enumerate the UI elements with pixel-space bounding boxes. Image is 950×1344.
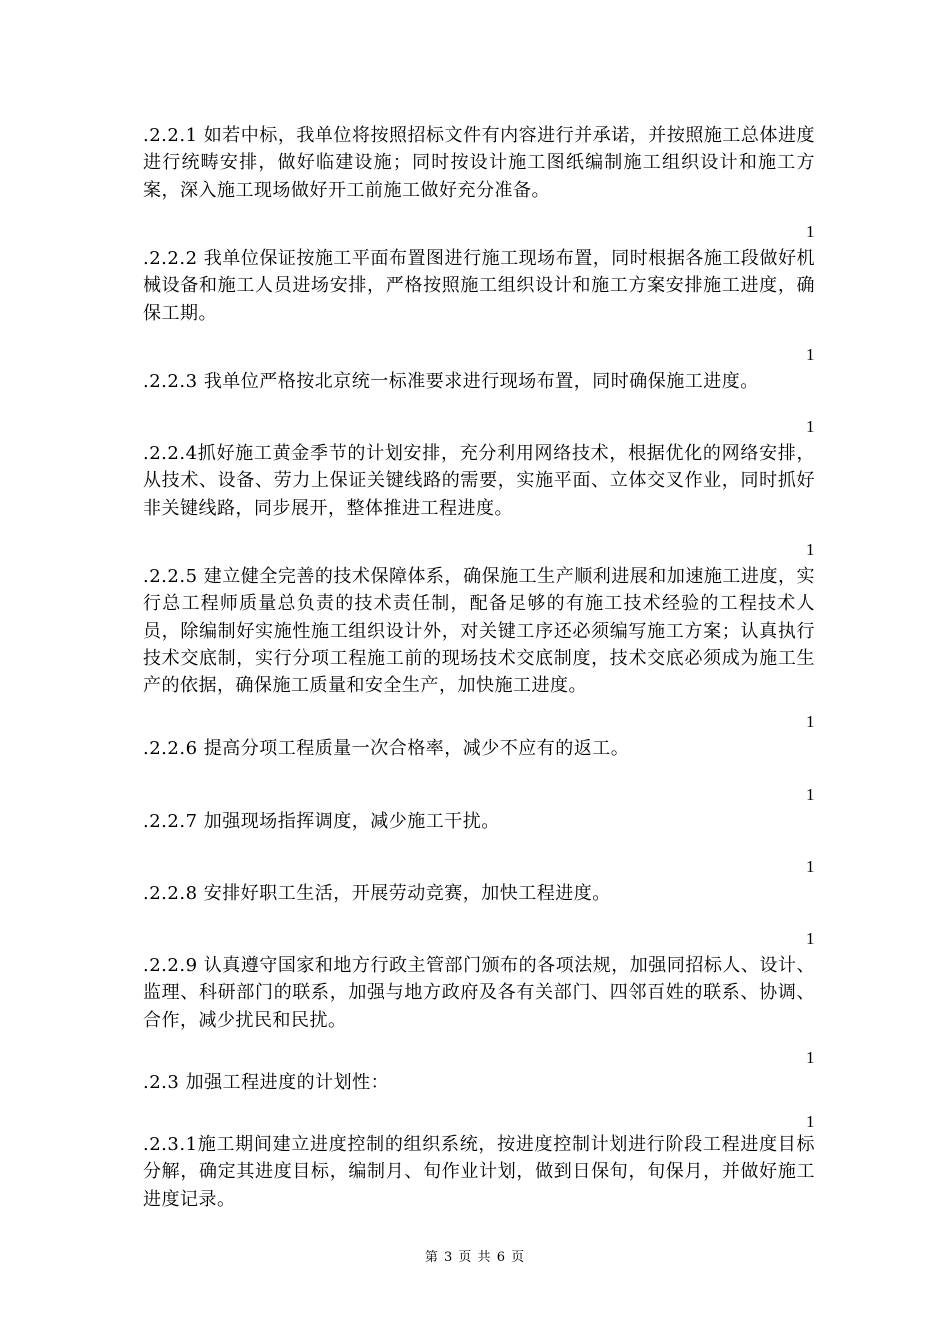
footnote-marker: 1 bbox=[806, 929, 815, 948]
footnote-marker: 1 bbox=[806, 417, 815, 436]
paragraph-2-2-9: .2.2.9 认真遵守国家和地方行政主管部门颁布的各项法规，加强同招标人、设计、监理、科研部门的联系，加强与地方政府及各有关部门、四邻百姓的联系、协调、合作，减少扰民和民扰。 bbox=[143, 955, 815, 1031]
footnote-marker: 1 bbox=[806, 1112, 815, 1131]
heading-2-3: .2.3 加强工程进度的计划性： bbox=[143, 1072, 390, 1093]
page-footer: 第 3 页 共 6 页 bbox=[424, 1250, 526, 1265]
paragraph-2-3-1: .2.3.1施工期间建立进度控制的组织系统，按进度控制计划进行阶段工程进度目标分解，确定其进度目标，编制月、旬作业计划，做到日保旬，旬保月，并做好施工进度记录。 bbox=[143, 1134, 815, 1210]
footnote-marker: 1 bbox=[806, 712, 815, 731]
paragraph-2-2-7: .2.2.7 加强现场指挥调度，减少施工干扰。 bbox=[143, 811, 500, 832]
footnote-marker: 1 bbox=[806, 345, 815, 364]
paragraph-2-2-8: .2.2.8 安排好职工生活，开展劳动竞赛，加快工程进度。 bbox=[143, 883, 611, 904]
footnote-marker: 1 bbox=[806, 857, 815, 876]
paragraph-2-2-3: .2.2.3 我单位严格按北京统一标准要求进行现场布置，同时确保施工进度。 bbox=[143, 371, 759, 392]
paragraph-2-2-1: .2.2.1 如若中标，我单位将按照招标文件有内容进行并承诺，并按照施工总体进度进行统畴安排，做好临建设施；同时按设计施工图纸编制施工组织设计和施工方案，深入施工现场做好开工前施工做好充分准备。 bbox=[143, 125, 815, 201]
footnote-marker: 1 bbox=[806, 222, 815, 241]
paragraph-2-2-6: .2.2.6 提高分项工程质量一次合格率，减少不应有的返工。 bbox=[143, 738, 630, 759]
paragraph-2-2-5: .2.2.5 建立健全完善的技术保障体系，确保施工生产顺利进展和加速施工进度，实行总工程师质量总负责的技术责任制，配备足够的有施工技术经验的工程技术人员，除编制好实施性施工组织设计外，对关键工序还必须编写施工方案；认真执行技术交底制，实行分项工程施工前的现场技术交底制度，技术交底必须成为施工生产的依据，确保施工质量和安全生产，加快施工进度。 bbox=[143, 566, 815, 697]
footnote-marker: 1 bbox=[806, 1048, 815, 1067]
footnote-marker: 1 bbox=[806, 785, 815, 804]
paragraph-2-2-2: .2.2.2 我单位保证按施工平面布置图进行施工现场布置，同时根据各施工段做好机械设备和施工人员进场安排，严格按照施工组织设计和施工方案安排施工进度，确保工期。 bbox=[143, 248, 815, 324]
paragraph-2-2-4: .2.2.4抓好施工黄金季节的计划安排，充分利用网络技术，根据优化的网络安排，从技术、设备、劳力上保证关键线路的需要，实施平面、立体交叉作业，同时抓好非关键线路，同步展开，整体推进工程进度。 bbox=[143, 443, 815, 519]
footnote-marker: 1 bbox=[806, 540, 815, 559]
